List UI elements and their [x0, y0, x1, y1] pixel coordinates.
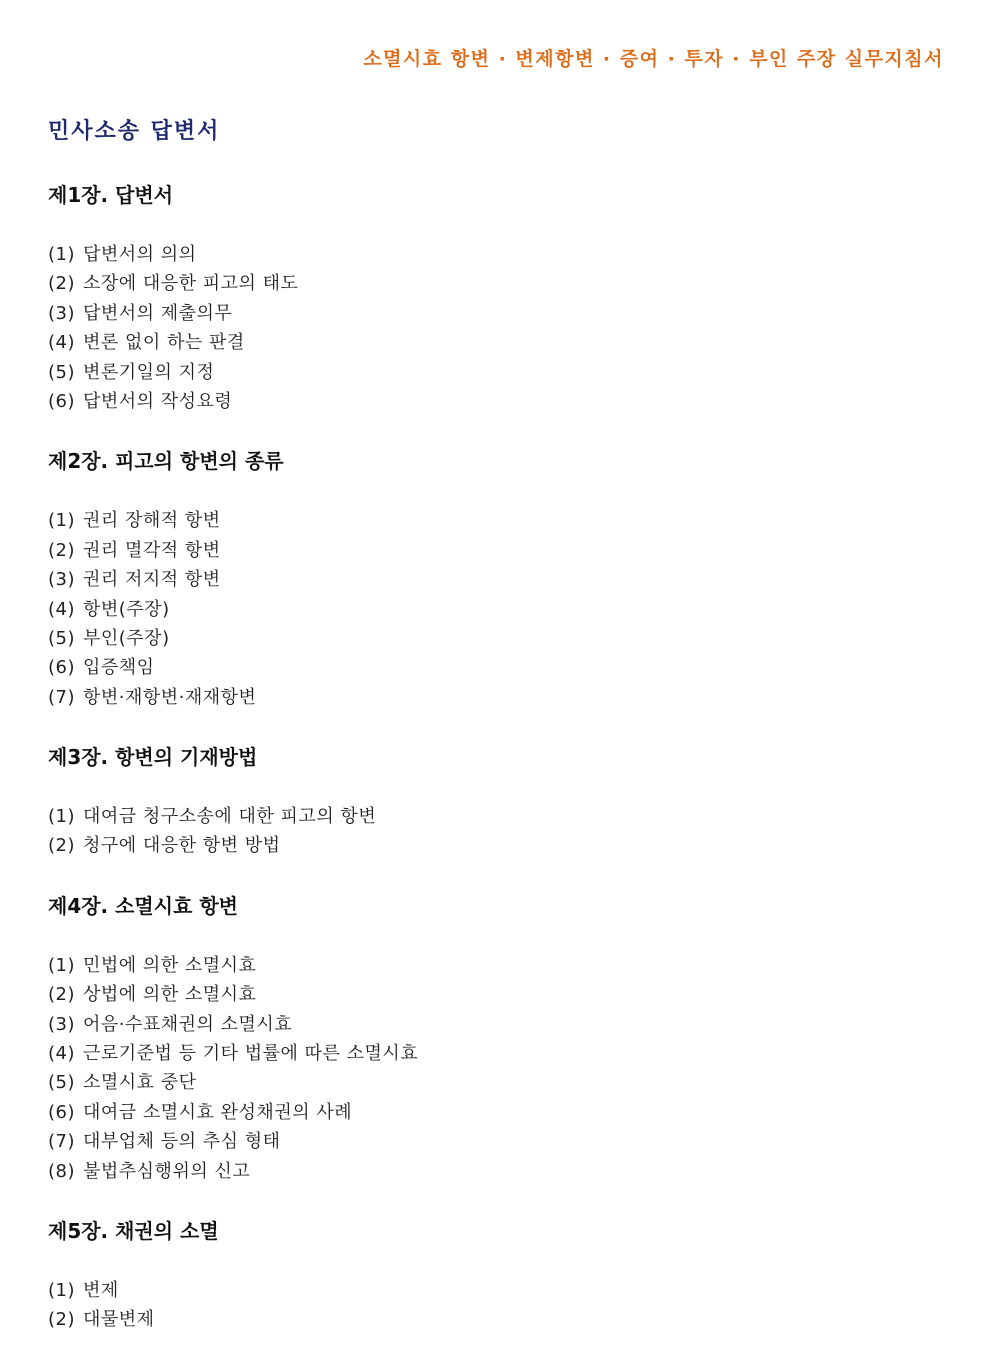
item-number: (2): [48, 1309, 75, 1331]
item-number: (6): [48, 1101, 75, 1123]
list-item: [48, 506, 948, 535]
list-item: [48, 299, 948, 328]
list-item: [48, 1276, 948, 1305]
item-number: (4): [48, 1043, 75, 1065]
chapter-4: [48, 891, 948, 1186]
table-of-contents: [48, 180, 948, 1365]
item-number: (4): [48, 332, 75, 354]
item-text: 민법에 의한 소멸시효: [83, 954, 257, 976]
item-number: (3): [48, 1013, 75, 1035]
item-number: (6): [48, 657, 75, 679]
list-item: [48, 1010, 948, 1039]
item-text: 변제: [83, 1279, 119, 1301]
chapter-heading: 제1장. 답변서: [48, 183, 174, 207]
item-text: 답변서의 의의: [83, 244, 197, 265]
item-text: 소멸시효 중단: [83, 1072, 197, 1094]
list-item: [48, 240, 948, 269]
item-number: (5): [48, 627, 75, 649]
item-number: (1): [48, 954, 75, 976]
item-text: 권리 저지적 항변: [83, 569, 221, 591]
item-number: (7): [48, 686, 75, 708]
list-item: [48, 683, 948, 712]
list-item: [48, 802, 948, 831]
list-item: [48, 653, 948, 682]
list-item: [48, 536, 948, 565]
list-item: [48, 328, 948, 357]
item-number: (5): [48, 1072, 75, 1094]
list-item: [48, 624, 948, 653]
item-number: (1): [48, 806, 75, 828]
chapter-1: [48, 180, 948, 416]
chapter-heading: 제2장. 피고의 항변의 종류: [48, 449, 284, 474]
list-item: [48, 595, 948, 624]
item-text: 항변·재항변·재재항변: [83, 686, 257, 708]
list-item: [48, 1157, 948, 1186]
item-number: (1): [48, 1279, 75, 1301]
list-item: [48, 1305, 948, 1334]
list-item: [48, 1068, 948, 1097]
item-text: 답변서의 제출의무: [83, 302, 233, 324]
item-number: (2): [48, 539, 75, 561]
chapter-5: [48, 1216, 948, 1335]
item-number: (1): [48, 510, 75, 532]
item-text: 항변(주장): [83, 598, 170, 620]
item-text: 어음·수표채권의 소멸시효: [83, 1013, 293, 1035]
list-item: [48, 980, 948, 1009]
item-text: 상법에 의한 소멸시효: [83, 984, 257, 1006]
item-number: (2): [48, 984, 75, 1006]
list-item: [48, 951, 948, 980]
header-title: 소멸시효 항변 · 변제항변 · 증여 · 투자 · 부인 주장 실무지침서: [363, 48, 944, 70]
item-number: (6): [48, 390, 75, 412]
list-item: [48, 1098, 948, 1127]
item-text: 답변서의 작성요령: [83, 390, 233, 412]
chapter-heading: 제3장. 항변의 기재방법: [48, 745, 258, 770]
chapter-3: [48, 742, 948, 861]
item-text: 대여금 소멸시효 완성채권의 사례: [83, 1101, 353, 1123]
item-text: 권리 멸각적 항변: [83, 539, 221, 561]
item-text: 소장에 대응한 피고의 태도: [83, 273, 299, 295]
list-item: [48, 565, 948, 594]
item-text: 대물변제: [83, 1309, 155, 1331]
item-text: 불법추심행위의 신고: [83, 1160, 251, 1182]
item-text: 대여금 청구소송에 대한 피고의 항변: [83, 806, 377, 828]
item-text: 권리 장해적 항변: [83, 510, 221, 532]
list-item: [48, 831, 948, 860]
item-number: (5): [48, 361, 75, 383]
chapter-heading: 제4장. 소멸시효 항변: [48, 893, 238, 918]
list-item: [48, 358, 948, 387]
item-text: 변론기일의 지정: [83, 361, 215, 383]
item-text: 근로기준법 등 기타 법률에 따른 소멸시효: [83, 1043, 419, 1065]
item-number: (1): [48, 244, 75, 265]
chapter-heading: 제5장. 채권의 소멸: [48, 1218, 219, 1243]
item-number: (8): [48, 1160, 75, 1182]
item-text: 청구에 대응한 항변 방법: [83, 835, 281, 857]
item-text: 대부업체 등의 추심 형태: [83, 1131, 281, 1153]
list-item: [48, 1039, 948, 1068]
item-number: (2): [48, 273, 75, 295]
item-text: 부인(주장): [83, 627, 170, 649]
list-item: [48, 269, 948, 298]
item-number: (3): [48, 569, 75, 591]
item-number: (4): [48, 598, 75, 620]
document-title: 민사소송 답변서: [48, 119, 221, 144]
item-number: (3): [48, 302, 75, 324]
item-number: (7): [48, 1131, 75, 1153]
list-item: [48, 387, 948, 416]
item-number: (2): [48, 835, 75, 857]
chapter-2: [48, 446, 948, 712]
list-item: [48, 1127, 948, 1156]
item-text: 변론 없이 하는 판결: [83, 332, 245, 354]
item-text: 입증책임: [83, 657, 155, 679]
